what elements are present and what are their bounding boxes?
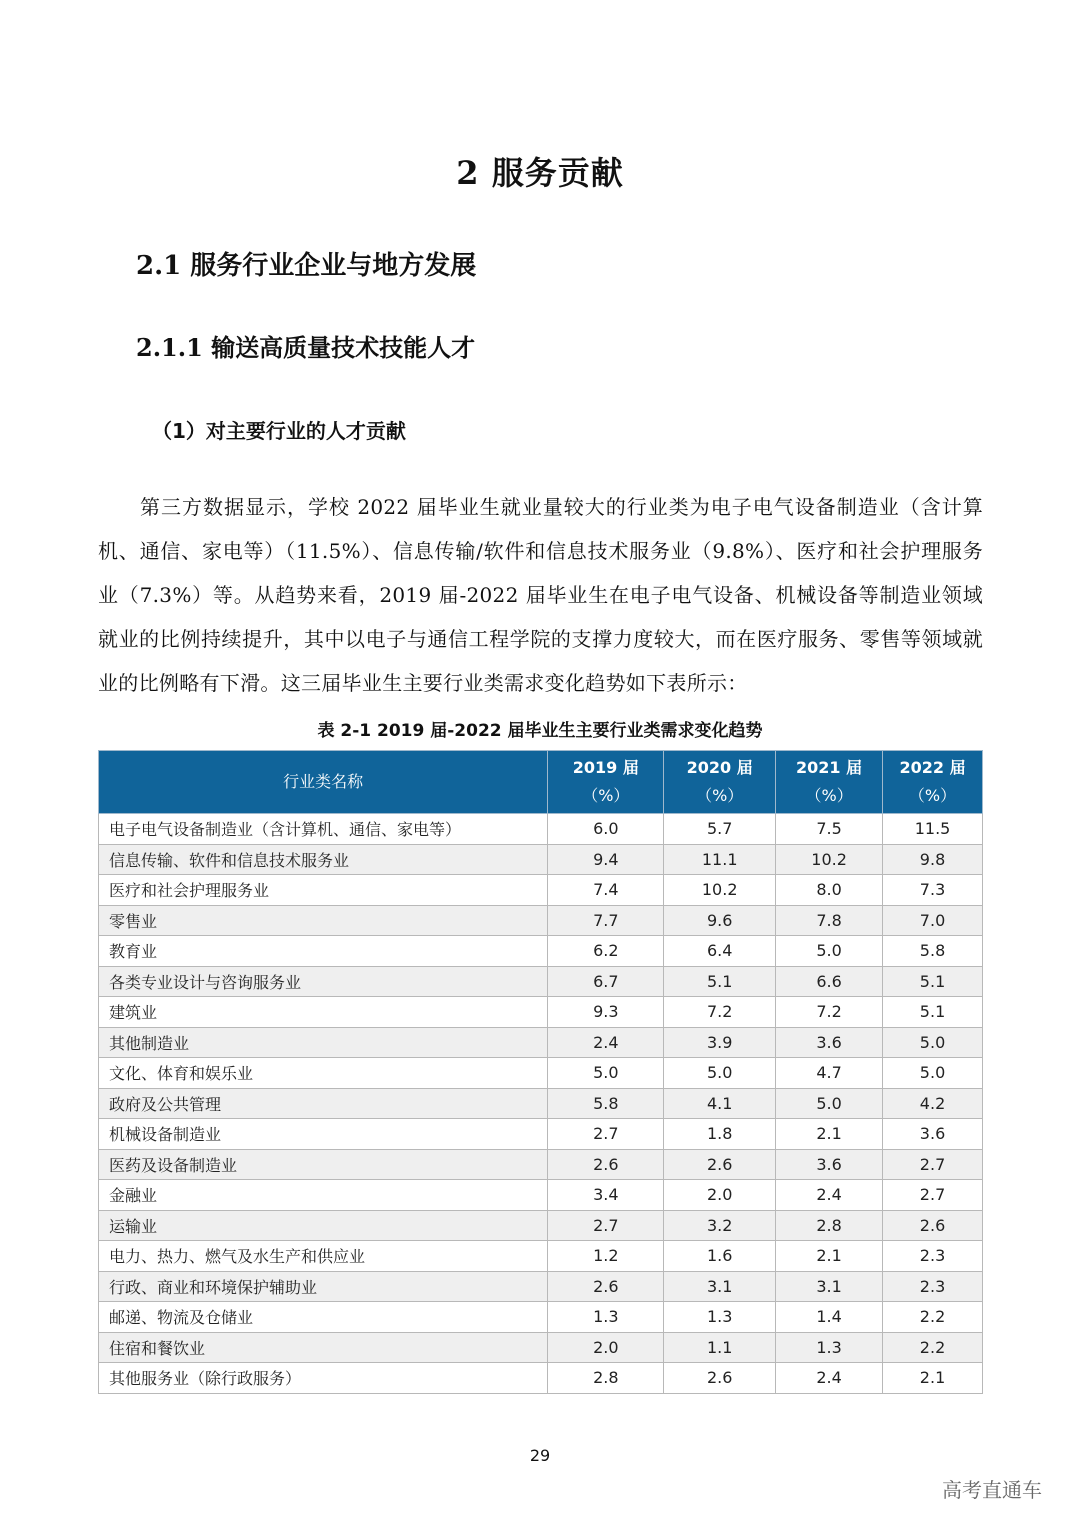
percent-cell: 10.2: [776, 844, 883, 875]
table-caption: 表 2-1 2019 届-2022 届毕业生主要行业类需求变化趋势: [317, 721, 763, 741]
percent-cell: 9.4: [548, 844, 664, 875]
percent-cell: 5.7: [664, 814, 776, 845]
header-year: [776, 751, 883, 814]
percent-cell: 2.7: [883, 1149, 983, 1180]
percent-cell: 3.1: [664, 1271, 776, 1302]
percent-cell: 5.8: [548, 1088, 664, 1119]
industry-name-cell: 金融业: [99, 1180, 548, 1211]
industry-name-cell: 建筑业: [99, 997, 548, 1028]
percent-cell: 1.1: [664, 1332, 776, 1363]
header-year: [548, 751, 664, 814]
percent-cell: 7.8: [776, 905, 883, 936]
section-title: 2.1 服务行业企业与地方发展: [136, 251, 477, 281]
percent-cell: 2.7: [548, 1119, 664, 1150]
chapter-title: 2 服务贡献: [456, 154, 624, 192]
percent-cell: 2.7: [548, 1210, 664, 1241]
percent-cell: 5.8: [883, 936, 983, 967]
header-year: [883, 751, 983, 814]
table-row: [99, 875, 983, 906]
industry-name-cell: 信息传输、软件和信息技术服务业: [99, 844, 548, 875]
industry-name-cell: 医药及设备制造业: [99, 1149, 548, 1180]
percent-cell: 1.4: [776, 1302, 883, 1333]
table-row: [99, 1241, 983, 1272]
table-row: [99, 1027, 983, 1058]
percent-cell: 3.6: [776, 1149, 883, 1180]
percent-cell: 6.4: [664, 936, 776, 967]
industry-name-cell: 政府及公共管理: [99, 1088, 548, 1119]
table-row: [99, 1180, 983, 1211]
percent-cell: 1.3: [776, 1332, 883, 1363]
percent-cell: 2.6: [664, 1363, 776, 1394]
industry-name-cell: 教育业: [99, 936, 548, 967]
percent-cell: 6.0: [548, 814, 664, 845]
percent-cell: 3.9: [664, 1027, 776, 1058]
percent-cell: 7.4: [548, 875, 664, 906]
header-name: 行业类名称: [99, 751, 548, 814]
percent-cell: 2.4: [776, 1180, 883, 1211]
table-row: [99, 1119, 983, 1150]
page-number: 29: [529, 1446, 551, 1465]
percent-cell: 2.1: [883, 1363, 983, 1394]
percent-cell: 3.6: [883, 1119, 983, 1150]
percent-cell: 2.3: [883, 1241, 983, 1272]
header-unit: （%）: [696, 786, 744, 805]
percent-cell: 2.8: [548, 1363, 664, 1394]
industry-name-cell: 电力、热力、燃气及水生产和供应业: [99, 1241, 548, 1272]
percent-cell: 7.7: [548, 905, 664, 936]
table-row: [99, 997, 983, 1028]
industry-name-cell: 零售业: [99, 905, 548, 936]
percent-cell: 5.0: [776, 1088, 883, 1119]
percent-cell: 5.1: [664, 966, 776, 997]
percent-cell: 3.1: [776, 1271, 883, 1302]
industry-name-cell: 邮递、物流及仓储业: [99, 1302, 548, 1333]
percent-cell: 3.4: [548, 1180, 664, 1211]
industry-name-cell: 行政、商业和环境保护辅助业: [99, 1271, 548, 1302]
percent-cell: 4.2: [883, 1088, 983, 1119]
percent-cell: 2.4: [548, 1027, 664, 1058]
sub-subsection-title: （1）对主要行业的人才贡献: [152, 419, 406, 443]
percent-cell: 1.2: [548, 1241, 664, 1272]
table-row: [99, 1088, 983, 1119]
header-unit: （%）: [908, 786, 957, 805]
percent-cell: 2.6: [548, 1271, 664, 1302]
subsection-title: 2.1.1 输送高质量技术技能人才: [136, 333, 476, 362]
percent-cell: 10.2: [664, 875, 776, 906]
table-row: [99, 905, 983, 936]
industry-name-cell: 文化、体育和娱乐业: [99, 1058, 548, 1089]
percent-cell: 2.8: [776, 1210, 883, 1241]
table-row: [99, 1302, 983, 1333]
percent-cell: 2.6: [883, 1210, 983, 1241]
table-row: [99, 1149, 983, 1180]
percent-cell: 11.5: [883, 814, 983, 845]
header-year-label: 2022 届: [899, 758, 966, 777]
percent-cell: 7.5: [776, 814, 883, 845]
percent-cell: 7.3: [883, 875, 983, 906]
table-row: [99, 966, 983, 997]
percent-cell: 2.7: [883, 1180, 983, 1211]
industry-name-cell: 各类专业设计与咨询服务业: [99, 966, 548, 997]
table-row: [99, 1332, 983, 1363]
table-row: [99, 1058, 983, 1089]
industry-name-cell: 电子电气设备制造业（含计算机、通信、家电等）: [99, 814, 548, 845]
industry-name-cell: 其他服务业（除行政服务）: [99, 1363, 548, 1394]
percent-cell: 5.0: [548, 1058, 664, 1089]
percent-cell: 8.0: [776, 875, 883, 906]
percent-cell: 2.3: [883, 1271, 983, 1302]
percent-cell: 2.1: [776, 1119, 883, 1150]
percent-cell: 2.0: [664, 1180, 776, 1211]
header-year: [664, 751, 776, 814]
percent-cell: 5.1: [883, 997, 983, 1028]
industry-name-cell: 其他制造业: [99, 1027, 548, 1058]
table-row: [99, 1271, 983, 1302]
percent-cell: 7.2: [664, 997, 776, 1028]
industry-demand-table: [98, 750, 983, 1394]
percent-cell: 1.6: [664, 1241, 776, 1272]
industry-name-cell: 医疗和社会护理服务业: [99, 875, 548, 906]
percent-cell: 1.8: [664, 1119, 776, 1150]
header-year-label: 2019 届: [572, 758, 639, 777]
percent-cell: 5.0: [883, 1027, 983, 1058]
percent-cell: 9.3: [548, 997, 664, 1028]
table-row: [99, 1210, 983, 1241]
percent-cell: 3.6: [776, 1027, 883, 1058]
percent-cell: 6.2: [548, 936, 664, 967]
percent-cell: 5.1: [883, 966, 983, 997]
percent-cell: 5.0: [776, 936, 883, 967]
header-year-label: 2020 届: [686, 758, 753, 777]
percent-cell: 2.0: [548, 1332, 664, 1363]
percent-cell: 6.6: [776, 966, 883, 997]
header-unit: （%）: [582, 786, 630, 805]
percent-cell: 1.3: [548, 1302, 664, 1333]
watermark: 高考直通车: [942, 1478, 1042, 1502]
percent-cell: 9.6: [664, 905, 776, 936]
percent-cell: 2.1: [776, 1241, 883, 1272]
table-row: [99, 936, 983, 967]
percent-cell: 3.2: [664, 1210, 776, 1241]
header-unit: （%）: [805, 786, 853, 805]
percent-cell: 7.0: [883, 905, 983, 936]
percent-cell: 5.0: [664, 1058, 776, 1089]
percent-cell: 7.2: [776, 997, 883, 1028]
percent-cell: 4.1: [664, 1088, 776, 1119]
percent-cell: 4.7: [776, 1058, 883, 1089]
table-row: [99, 844, 983, 875]
percent-cell: 2.6: [664, 1149, 776, 1180]
table-row: [99, 814, 983, 845]
percent-cell: 2.2: [883, 1332, 983, 1363]
percent-cell: 1.3: [664, 1302, 776, 1333]
body-paragraph: 第三方数据显示，学校 2022 届毕业生就业量较大的行业类为电子电气设备制造业（含计算机、通信、家电等）（11.5%）、信息传输/软件和信息技术服务业（9.8%）、医疗和社会护理服务业（7.3%）等。从趋势来看，2019 届-2022 届毕业生在电子电气设备、机械设备等制造业领域就业的比例持续提升，其中以电子与通信工程学院的支撑力度较大，而在医疗服务、零售等领域就业的比例略有下滑。这三届毕业生主要行业类需求变化趋势如下表所示：: [98, 495, 983, 695]
table-header-row: [99, 751, 983, 814]
percent-cell: 2.6: [548, 1149, 664, 1180]
percent-cell: 5.0: [883, 1058, 983, 1089]
percent-cell: 2.2: [883, 1302, 983, 1333]
industry-name-cell: 住宿和餐饮业: [99, 1332, 548, 1363]
table-row: [99, 1363, 983, 1394]
header-year-label: 2021 届: [796, 758, 863, 777]
industry-name-cell: 机械设备制造业: [99, 1119, 548, 1150]
industry-name-cell: 运输业: [99, 1210, 548, 1241]
percent-cell: 9.8: [883, 844, 983, 875]
percent-cell: 2.4: [776, 1363, 883, 1394]
percent-cell: 11.1: [664, 844, 776, 875]
percent-cell: 6.7: [548, 966, 664, 997]
